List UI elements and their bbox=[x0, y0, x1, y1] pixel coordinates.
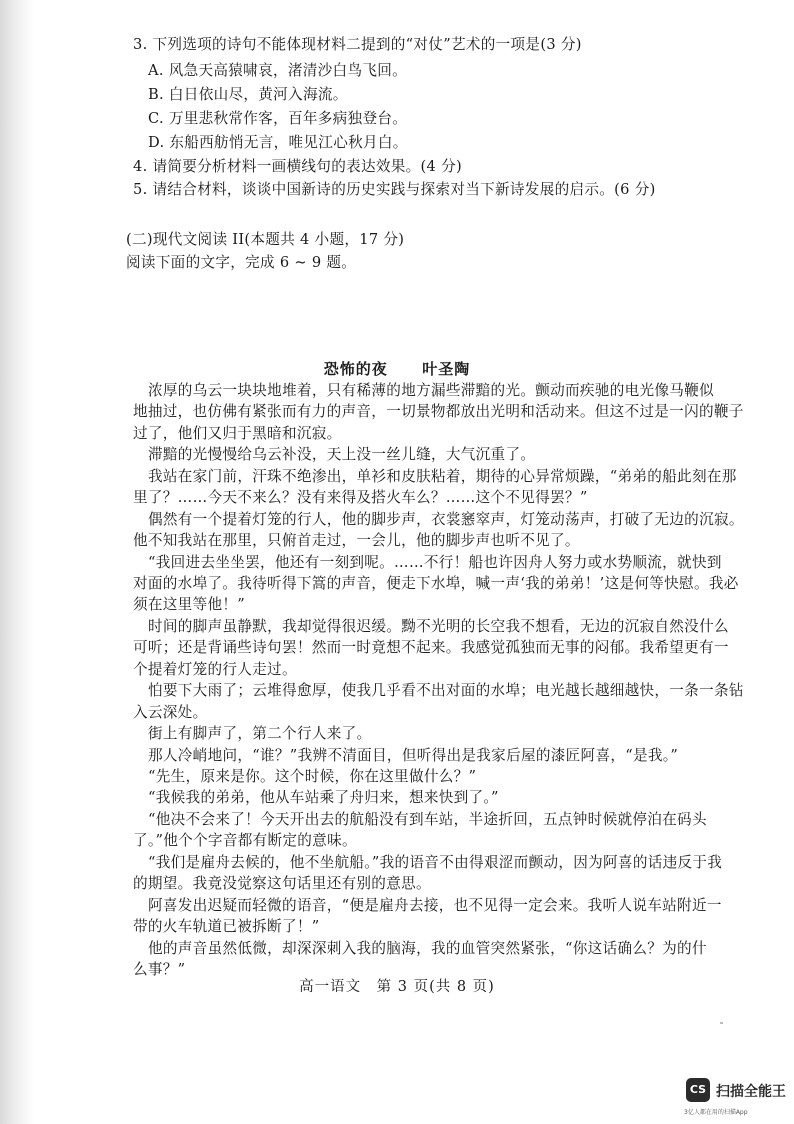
article-line: 可听；还是背诵些诗句罢！然而一时竟想不起来。我感觉孤独而无事的闷郁。我希望更有一 bbox=[133, 639, 729, 656]
question-3: 3. 下列选项的诗句不能体现材料二提到的“对仗”艺术的一项是(3 分) bbox=[133, 36, 582, 53]
section-heading: (二)现代文阅读 II(本题共 4 小题，17 分) bbox=[126, 231, 405, 248]
article-line: 阿喜发出迟疑而轻微的语音，“便是雇舟去接，也不见得一定会来。我听人说车站附近一 bbox=[148, 897, 722, 914]
option-c: C. 万里悲秋常作客，百年多病独登台。 bbox=[148, 110, 408, 127]
article-line: “我们是雇舟去候的，他不坐航船。”我的语音不由得艰涩而颤动，因为阿喜的话违反于我 bbox=[148, 854, 723, 871]
page-footer: 高一语文 第 3 页(共 8 页) bbox=[299, 979, 495, 995]
article-line: 街上有脚声了，第二个行人来了。 bbox=[148, 725, 372, 742]
article-author: 叶圣陶 bbox=[422, 360, 471, 378]
article-line: 他不知我站在那里，只俯首走过，一会儿，他的脚步声也听不见了。 bbox=[133, 532, 580, 549]
article-line: 须在这里等他！” bbox=[133, 596, 246, 613]
article-line: 了。”他个个字音都有断定的意味。 bbox=[133, 832, 357, 849]
article-line: 里了？……今天不来么？没有来得及搭火车么？……这个不见得罢？” bbox=[133, 489, 588, 506]
article-line: 对面的水埠了。我待听得下篙的声音，便走下水埠，喊一声‘我的弟弟！’这是何等快慰。我必 bbox=[133, 575, 739, 592]
article-line: 浓厚的乌云一块块地堆着，只有稀薄的地方漏些滞黯的光。颤动而疾驰的电光像马鞭似 bbox=[148, 382, 714, 399]
section-instruction: 阅读下面的文字，完成 6 ~ 9 题。 bbox=[126, 254, 357, 271]
article-line: 入云深处。 bbox=[133, 704, 208, 721]
article-line: 的期望。我竟没觉察这句话里还有别的意思。 bbox=[133, 875, 431, 892]
article-line: “我候我的弟弟，他从车站乘了舟归来，想来快到了。” bbox=[148, 789, 499, 806]
camscanner-logo: CS bbox=[686, 1078, 710, 1102]
article-line: 带的火车轨道已被拆断了！” bbox=[133, 918, 320, 935]
article-line: 过了，他们又归于黑暗和沉寂。 bbox=[133, 425, 342, 442]
scan-speck bbox=[720, 1022, 723, 1024]
option-b: B. 白日依山尽，黄河入海流。 bbox=[148, 86, 348, 103]
article-line: 我站在家门前，汗珠不绝渗出，单衫和皮肤粘着，期待的心异常烦躁，“弟弟的船此刻在那 bbox=[148, 468, 737, 485]
article-line: 时间的脚声虽静默，我却觉得很迟缓。黝不光明的长空我不想看，无边的沉寂自然没什么 bbox=[148, 618, 729, 635]
question-4: 4. 请简要分析材料一画横线句的表达效果。(4 分) bbox=[133, 158, 462, 175]
watermark-name: 扫描全能王 bbox=[716, 1084, 786, 1100]
article-line: 么事？” bbox=[133, 961, 186, 978]
article-line: 地抽过，也仿佛有紧张而有力的声音，一切景物都放出光明和活动来。但这不过是一闪的鞭子 bbox=[133, 403, 744, 420]
option-d: D. 东船西舫悄无言，唯见江心秋月白。 bbox=[148, 134, 408, 151]
article-line: 那人冷峭地问，“谁？”我辨不清面目，但听得出是我家后屋的漆匠阿喜，“是我。” bbox=[148, 747, 679, 764]
question-5: 5. 请结合材料，谈谈中国新诗的历史实践与探索对当下新诗发展的启示。(6 分) bbox=[133, 181, 656, 198]
article-title-row bbox=[0, 358, 794, 379]
article-title: 恐怖的夜 bbox=[323, 360, 388, 378]
article-line: 怕要下大雨了；云堆得愈厚，使我几乎看不出对面的水埠；电光越长越细越快，一条一条钻 bbox=[148, 682, 744, 699]
article-line: “他决不会来了！今天开出去的航船没有到车站，半途折回，五点钟时候就停泊在码头 bbox=[148, 811, 707, 828]
watermark-subtitle: 3亿人都在用的扫描App bbox=[684, 1109, 748, 1116]
article-line: 他的声音虽然低微，却深深刺入我的脑海，我的血管突然紧张，“你这话确么？为的什 bbox=[148, 940, 707, 957]
article-line: “我回进去坐坐罢，他还有一刻到呢。……不行！船也许因舟人努力或水势顺流，就快到 bbox=[148, 554, 722, 571]
article-line: 滞黯的光慢慢给乌云补没，天上没一丝儿缝，大气沉重了。 bbox=[148, 446, 536, 463]
article-line: 偶然有一个提着灯笼的行人，他的脚步声，衣裳窸窣声，灯笼动荡声，打破了无边的沉寂。 bbox=[148, 511, 744, 528]
option-a: A. 风急天高猿啸哀，渚清沙白鸟飞回。 bbox=[148, 62, 408, 79]
article-line: 个提着灯笼的行人走过。 bbox=[133, 661, 297, 678]
article-line: “先生，原来是你。这个时候，你在这里做什么？” bbox=[148, 768, 477, 785]
